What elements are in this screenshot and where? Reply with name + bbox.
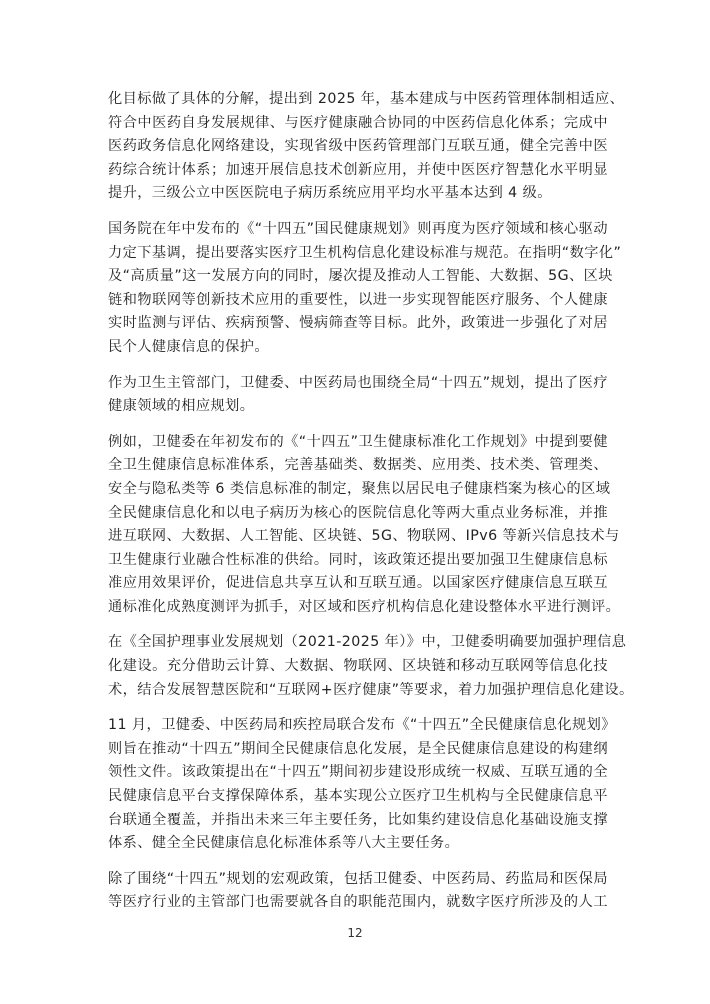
text-line: 民健康信息平台支撑保障体系，基本实现公立医疗卫生机构与全民健康信息平	[108, 788, 608, 805]
paragraph-7	[108, 868, 608, 915]
text-line: 则旨在推动“十四五”期间全民健康信息化发展，是全民健康信息建设的构建纲	[108, 740, 608, 757]
text-line: 化目标做了具体的分解，提出到 2025 年，基本建成与中医药管理体制相适应、	[108, 91, 625, 107]
paragraph-1	[108, 88, 625, 206]
text-line: 全卫生健康信息标准体系，完善基础类、数据类、应用类、技术类、管理类、	[108, 457, 608, 474]
paragraph-3	[108, 372, 608, 419]
text-line: 台联通全覆盖，并指出未来三年主要任务，比如集约建设信息化基础设施支撑	[108, 811, 608, 828]
paragraph-2	[108, 218, 622, 360]
text-line: 除了围绕“十四五”规划的宏观政策，包括卫健委、中医药局、药监局和医保局	[108, 870, 608, 887]
paragraph-6	[108, 714, 616, 856]
text-line: 健康领域的相应规划。	[108, 398, 255, 415]
text-line: 作为卫生主管部门，卫健委、中医药局也围绕全局“十四五”规划，提出了医疗	[108, 374, 608, 391]
text-line: 等医疗行业的主管部门也需要就各自的职能范围内，就数字医疗所涉及的人工	[108, 894, 608, 911]
text-line: 准应用效果评价，促进信息共享互认和互联互通。以国家医疗健康信息互联互	[108, 575, 608, 592]
text-line: 安全与隐私类等 6 类信息标准的制定，聚焦以居民电子健康档案为核心的区域	[108, 480, 611, 497]
text-line: 力定下基调，提出要落实医疗卫生机构信息化建设标准与规范。在指明“数字化”	[108, 244, 622, 261]
text-line: 民个人健康信息的保护。	[108, 338, 270, 355]
text-line: 在《全国护理事业发展规划（2021-2025 年）》中，卫健委明确要加强护理信息	[108, 634, 627, 651]
text-line: 通标准化成熟度测评为抓手，对区域和医疗机构信息化建设整体水平进行测评。	[108, 598, 621, 615]
text-line: 领性文件。该政策提出在“十四五”期间初步建设形成统一权威、互联互通的全	[108, 764, 608, 781]
text-line: 体系、健全全民健康信息化标准体系等八大主要任务。	[108, 835, 460, 852]
text-line: 化建设。充分借助云计算、大数据、物联网、区块链和移动互联网等信息化技	[108, 658, 608, 675]
paragraph-5	[108, 631, 634, 702]
text-line: 医药政务信息化网络建设，实现省级中医药管理部门互联互通，健全完善中医	[108, 138, 608, 155]
text-line: 国务院在年中发布的《“十四五”国民健康规划》则再度为医疗领域和核心驱动	[108, 220, 608, 237]
text-line: 及“高质量”这一发展方向的同时，屡次提及推动人工智能、大数据、5G、区块	[108, 268, 613, 285]
text-line: 例如，卫健委在年初发布的《“十四五”卫生健康标准化工作规划》中提到要健	[108, 433, 608, 450]
text-line: 链和物联网等创新技术应用的重要性，以进一步实现智能医疗服务、个人健康	[108, 291, 608, 308]
text-line: 符合中医药自身发展规律、与医疗健康融合协同的中医药信息化体系；完成中	[108, 114, 608, 131]
text-line: 药综合统计体系；加速开展信息技术创新应用，并使中医医疗智慧化水平明显	[108, 161, 608, 178]
paragraph-4	[108, 431, 621, 620]
body-text	[108, 88, 634, 927]
text-line: 提升，三级公立中医医院电子病历系统应用平均水平基本达到 4 级。	[108, 185, 552, 202]
page-number: 12	[347, 926, 363, 940]
text-line: 11 月，卫健委、中医药局和疾控局联合发布《“十四五”全民健康信息化规划》	[108, 717, 616, 734]
text-line: 全民健康信息化和以电子病历为核心的医院信息化等两大重点业务标准，并推	[108, 504, 608, 521]
text-line: 进互联网、大数据、人工智能、区块链、5G、物联网、IPv6 等新兴信息技术与	[108, 528, 620, 545]
text-line: 实时监测与评估、疾病预警、慢病筛查等目标。此外，政策进一步强化了对居	[108, 315, 608, 332]
text-line: 卫生健康行业融合性标准的供给。同时，该政策还提出要加强卫生健康信息标	[108, 551, 608, 568]
text-line: 术，结合发展智慧医院和“互联网+医疗健康”等要求，着力加强护理信息化建设。	[108, 681, 634, 698]
